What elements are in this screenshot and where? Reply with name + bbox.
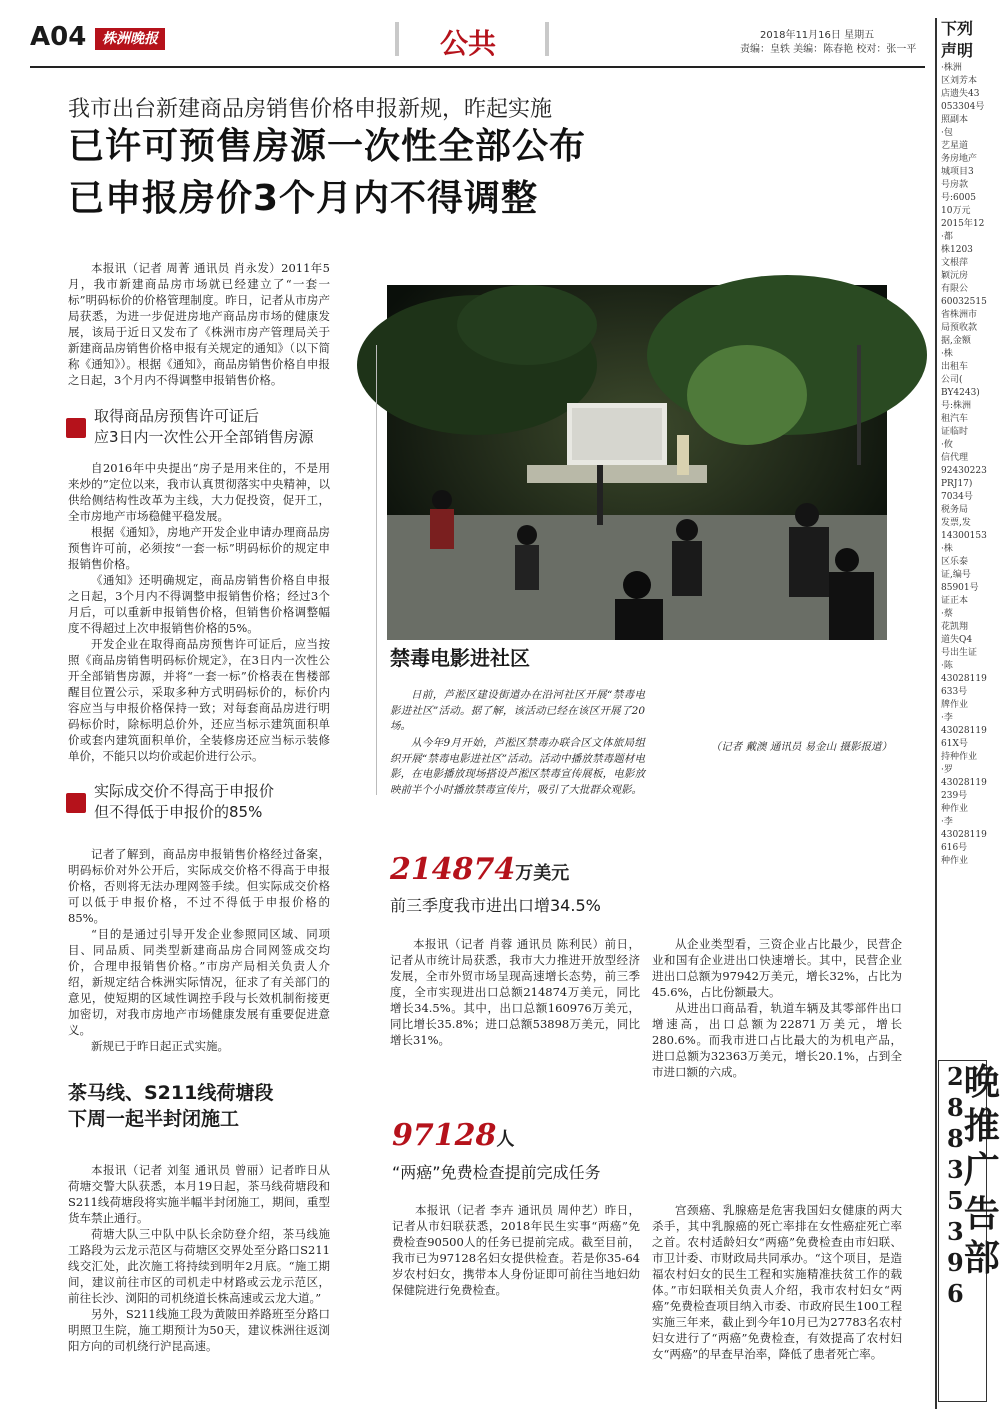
paragraph: 从企业类型看，三资企业占比最少，民营企业和国有企业进出口快速增长。其中，民营企业进出口总额为97942万美元，增长32%，占比为45.6%，占比份额最大。: [652, 937, 902, 999]
notice-line: 务房地产: [941, 154, 978, 164]
ad-digit: 2: [947, 1062, 964, 1091]
notice-line: 店遗失43: [941, 89, 980, 99]
road-title: [68, 1080, 273, 1132]
ad-digit: 8: [947, 1124, 964, 1153]
ad-digit: 3: [947, 1155, 964, 1184]
paragraph: 本报讯（记者 肖蓉 通讯员 陈利民）前日，记者从市统计局获悉，我市大力推进开放型经济发展，全市外贸市场呈现高速增长态势，前三季度，全市实现进出口总额214874万美元，同比增长34.5%。其中，出口总额160976万美元，同比增长35.8%；进口总额53898万美元，同比增长31%。: [390, 937, 640, 1047]
section-name: 公共: [440, 27, 497, 60]
screening-subtitle: “两癌”免费检查提前完成任务: [392, 1163, 601, 1182]
notice-title-line2: 声明: [941, 41, 974, 60]
notice-line: 局预收款: [941, 323, 978, 333]
editor-credits: 责编：皇轶 美编：陈春艳 校对：张一平: [740, 44, 917, 55]
section1-title-line1: 取得商品房预售许可证后: [94, 407, 260, 425]
paragraph: 《通知》还明确规定，商品房销售价格自申报之日起，3个月内不得调整申报销售价格；经过3个月后，可以重新申报销售价格，但销售价格调整幅度不得超过上次申报销售价格的5%。: [68, 573, 330, 635]
ad-digit: 3: [947, 1217, 964, 1246]
notice-line: BY4243): [941, 388, 980, 398]
news-photo: [387, 285, 887, 640]
photo-caption-left-2: [390, 736, 645, 798]
notice-line: 文根萍: [941, 258, 969, 268]
notice-line: 证,编号: [941, 570, 971, 580]
notice-line: 号:6005: [941, 193, 976, 203]
notice-line: 号出生证: [941, 648, 978, 658]
photo-title: 禁毒电影进社区: [390, 646, 530, 670]
notice-line: 61X号: [941, 739, 968, 749]
trade-body-left: [390, 936, 640, 1048]
paragraph: 新规已于昨日起正式实施。: [91, 1039, 229, 1053]
notice-line: 公司(: [941, 375, 963, 385]
header-divider: [545, 22, 549, 56]
notice-line: 牌作业: [941, 700, 969, 710]
issue-date: 2018年11月16日 星期五: [760, 30, 875, 41]
notice-line: ·罗: [941, 765, 953, 775]
paragraph: 从进出口商品看，轨道车辆及其零部件出口增速高，出口总额为22871万美元，增长280.6%。而我市进口占比最大的为机电产品，进口总额为32363万美元，增长20.1%，占到全市进口额的六成。: [652, 1001, 902, 1079]
notice-line: 区刘芳本: [941, 76, 978, 86]
notice-line: 号:株洲: [941, 401, 972, 411]
trade-unit: 万美元: [515, 863, 570, 884]
lead-intro-text: 本报讯（记者 周菁 通讯员 肖永发）2011年5月，我市新建商品房市场就已经建立了“一套一标”明码标价的价格管理制度。昨日，记者从市房产局获悉，为进一步促进房地产商品房市场的健康发展，该局于近日又发布了《株洲市房产管理局关于新建商品房销售价格申报有关规定的通知》（以下简称《通知》）。根据《通知》，商品房销售价格自申报之日起，3个月内不得调整申报销售价格。: [68, 261, 330, 387]
paragraph: “目的是通过引导开发企业参照同区域、同项目、同品质、同类型新建商品房合同网签成交均价，合理申报销售价格。”市房产局相关负责人介绍，新规定结合株洲实际情况，征求了有关部门的意见，使短期的区域性调控手段与长效机制衔接更加密切，对我市房地产市场健康发展有重要促进意义。: [68, 927, 330, 1037]
notice-line: 60032515: [941, 297, 987, 307]
ad-box: [938, 1060, 1000, 1402]
section2-title-line1: 实际成交价不得高于申报价: [94, 782, 275, 800]
notice-line: 053304号: [941, 102, 985, 112]
photo-credit: （记者 戴澳 通讯员 易金山 摄影报道）: [710, 741, 892, 753]
notice-line: ·攸: [941, 440, 953, 450]
paragraph: 本报讯（记者 李卉 通讯员 周仲艺）昨日，记者从市妇联获悉，2018年民生实事“两癌”免费检查90500人的任务已提前完成。截至目前，我市已为97128名妇女提供检查。若是你35-64岁农村妇女，携带本人身份证即可前往当地妇幼保健院进行免费检查。: [392, 1203, 640, 1297]
trade-body-right: [652, 936, 902, 1080]
trade-subtitle: 前三季度我市进出口增34.5%: [390, 896, 601, 915]
notice-line: 43028119: [941, 830, 987, 840]
notice-line: 7034号: [941, 492, 973, 502]
lead-title-line2: 已申报房价3个月内不得调整: [68, 178, 539, 219]
ad-char: 晚: [963, 1062, 1000, 1103]
notice-line: 633号: [941, 687, 968, 697]
ad-digit: 9: [947, 1248, 964, 1277]
column-divider: [376, 345, 377, 795]
notice-line: ·蔡: [941, 609, 953, 619]
section2-heading: [94, 781, 274, 823]
section-marker: [66, 793, 86, 813]
section2-title-line2: 但不得低于申报价的85%: [94, 803, 263, 821]
lead-title-line1: 已许可预售房源一次性全部公布: [68, 126, 587, 167]
notice-line: 85901号: [941, 583, 979, 593]
notice-line: ·李: [941, 817, 953, 827]
header-rule: [30, 66, 925, 68]
notice-line: 株1203: [941, 245, 973, 255]
screening-body-left: [392, 1202, 640, 1298]
notice-line: 92430223: [941, 466, 987, 476]
header-divider: [395, 22, 399, 56]
notice-line: 43028119: [941, 726, 987, 736]
paragraph: 记者了解到，商品房申报销售价格经过备案，明码标价对外公开后，实际成交价格不得高于申报价格，否则将无法办理网签手续。但实际成交价格可以低于申报价格，不过不得低于申报价格的85%。: [68, 847, 330, 925]
paragraph: 根据《通知》，房地产开发企业申请办理商品房预售许可前，必须按“一套一标”明码标价的规定申报销售价格。: [68, 525, 330, 571]
notice-line: 道失Q4: [941, 635, 973, 645]
paragraph: 自2016年中央提出“房子是用来住的，不是用来炒的”定位以来，我市认真贯彻落实中央精神，以供给侧结构性改革为主线，大力促投资，促开工，全市房地产市场稳健平稳发展。: [68, 461, 330, 523]
notice-line: 发票,发: [941, 518, 971, 528]
screening-body-right: [652, 1202, 902, 1362]
notice-line: 种作业: [941, 856, 969, 866]
paragraph: 开发企业在取得商品房预售许可证后，应当按照《商品房销售明码标价规定》，在3日内一次性公开全部销售房源，并将“一套一标”价格表在售楼部醒目位置公示，采取多种方式明码标价的，标价内容应当与申报价格保持一致；对每套商品房进行明码标价时，除标明总价外，还应当标示建筑面积单价或套内建筑面积单价，全装修房还应当标示装修单价，不能只以均价或起价进行公示。: [68, 637, 330, 763]
notice-line: 出租车: [941, 362, 969, 372]
ad-char: 推: [963, 1106, 1000, 1147]
notice-line: ·李: [941, 713, 953, 723]
notice-line: 14300153: [941, 531, 987, 541]
newspaper-logo: 株洲晚报: [95, 28, 165, 50]
section1-body: [68, 460, 330, 764]
lead-subtitle: 我市出台新建商品房销售价格申报新规，昨起实施: [68, 97, 553, 122]
notice-line: ·包: [941, 128, 953, 138]
notice-line: 43028119: [941, 674, 987, 684]
caption-paragraph: 日前，芦淞区建设街道办在沿河社区开展“禁毒电影进社区”活动。据了解，该活动已经在该区开展了20场。: [390, 689, 645, 732]
notice-line: 2015年12: [941, 219, 985, 229]
page-number: A04: [30, 22, 87, 52]
paragraph: 荷塘大队三中队中队长余防登介绍，茶马线施工路段为云龙示范区与荷塘区交界处至分路口S211线交汇处，此次施工将持续到明年2月底。“施工期间，建议前往市区的司机走中材路或云龙示范区，前往长沙、浏阳的司机绕道长株高速或云龙大道。”: [68, 1227, 330, 1305]
section2-body: [68, 846, 330, 1054]
paragraph: 本报讯（记者 刘玺 通讯员 曾丽）记者昨日从荷塘交警大队获悉，本月19日起，茶马线荷塘段和S211线荷塘段将实施半幅半封闭施工，期间，重型货车禁止通行。: [68, 1163, 330, 1225]
notice-line: 照副本: [941, 115, 969, 125]
screening-headline: [392, 1118, 514, 1153]
lead-intro: [68, 260, 330, 388]
notice-line: 证临时: [941, 427, 969, 437]
notice-line: 证正本: [941, 596, 969, 606]
notice-line: 种作业: [941, 804, 969, 814]
ad-char: 部: [963, 1238, 1000, 1279]
notice-line: 10万元: [941, 206, 971, 216]
caption-paragraph: 从今年9月开始，芦淞区禁毒办联合区文体旅局组织开展“禁毒电影进社区”活动。活动中播放禁毒题材电影，在电影播放现场搭设芦淞区禁毒宣传展板，电影放映前半个小时播放禁毒宣传片，吸引了大批群众观影。: [390, 737, 645, 796]
notice-line: 有限公: [941, 284, 969, 294]
section1-title-line2: 应3日内一次性公开全部销售房源: [94, 428, 314, 446]
notice-line: PRJ17): [941, 479, 973, 489]
ad-digit: 8: [947, 1093, 964, 1122]
notice-line: 616号: [941, 843, 968, 853]
ad-digit: 6: [947, 1279, 964, 1308]
notice-line: 信代理: [941, 453, 969, 463]
road-title-line2: 下周一起半封闭施工: [68, 1108, 240, 1130]
notice-line: 持种作业: [941, 752, 978, 762]
trade-headline: [390, 852, 569, 887]
notice-line: 据,金额: [941, 336, 971, 346]
notice-line: ·株: [941, 349, 953, 359]
notice-line: ·陈: [941, 661, 953, 671]
movie-screening-photo: [387, 285, 887, 640]
notice-line: ·株: [941, 544, 953, 554]
notice-snippets: [937, 62, 987, 868]
ad-phone-digits: [939, 1061, 964, 1309]
ad-digit: 5: [947, 1186, 964, 1215]
notice-title-line1: 下列: [941, 19, 974, 38]
notice-line: 颖沅房: [941, 271, 969, 281]
notice-line: 区乐泰: [941, 557, 969, 567]
notice-line: 省株洲市: [941, 310, 978, 320]
section1-heading: [94, 406, 314, 448]
ad-char: 告: [963, 1194, 1000, 1235]
notice-line: 号房款: [941, 180, 969, 190]
road-title-line1: 茶马线、S211线荷塘段: [68, 1082, 274, 1104]
notice-line: 239号: [941, 791, 968, 801]
notice-line: 43028119: [941, 778, 987, 788]
road-body: [68, 1162, 330, 1354]
notice-line: ·株洲: [941, 63, 962, 73]
paragraph: 宫颈癌、乳腺癌是危害我国妇女健康的两大杀手，其中乳腺癌的死亡率排在女性癌症死亡率之首。农村适龄妇女“两癌”免费检查由市妇联、市卫计委、市财政局共同承办。“这个项目，是造福农村妇女的民生工程和实施精准扶贫工作的载体。”市妇联相关负责人介绍，我市农村妇女“两癌”免费检查项目纳入市委、市政府民生100工程实施三年来，截止到今年10月已为27783名农村妇女进行了“两癌”免费检查，有效提高了农村妇女“两癌”的早查早治率，降低了患者死亡率。: [652, 1203, 902, 1361]
ad-title-chars: [964, 1061, 1000, 1309]
paragraph: 另外，S211线施工段为黄陂田养路班至分路口明照卫生院，施工期预计为50天，建议株洲往返浏阳方向的司机绕行沪昆高速。: [68, 1307, 330, 1353]
section-marker: [66, 418, 86, 438]
notice-line: 税务局: [941, 505, 969, 515]
notice-line: 花凯翔: [941, 622, 969, 632]
notice-line: ·都: [941, 232, 953, 242]
notice-line: 租汽车: [941, 414, 969, 424]
photo-caption-left: [390, 688, 645, 735]
trade-number: 214874: [390, 852, 516, 887]
notice-line: 艺星道: [941, 141, 969, 151]
screening-number: 97128: [392, 1118, 497, 1153]
notice-line: 城项目3: [941, 167, 974, 177]
ad-char: 广: [963, 1150, 1000, 1191]
screening-unit: 人: [496, 1129, 515, 1150]
